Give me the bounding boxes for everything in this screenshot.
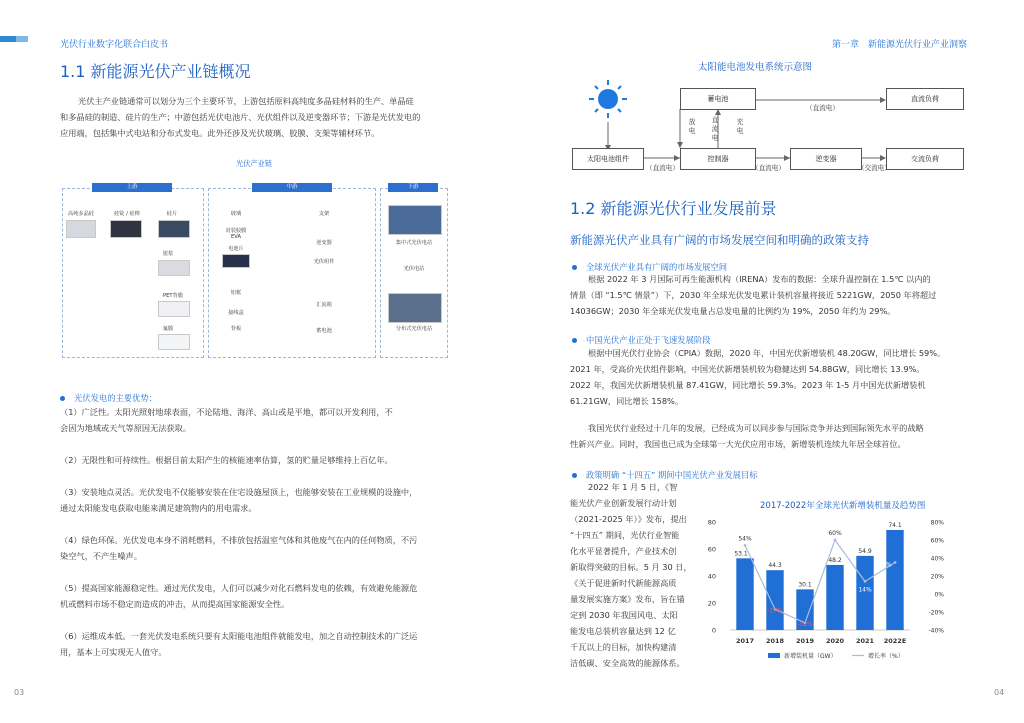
y-left-tick: 40 — [707, 572, 716, 581]
bar — [736, 558, 753, 630]
accent-bar-2 — [16, 36, 28, 42]
y-left-tick: 0 — [711, 626, 716, 635]
accent-bar — [0, 36, 16, 42]
x-tick-label: 2022E — [883, 637, 907, 645]
label-ac: （交流电） — [858, 164, 891, 172]
header-left: 光伏行业数字化联合白皮书 — [60, 40, 169, 50]
bar — [766, 570, 783, 630]
y-left-tick: 60 — [707, 545, 716, 554]
chain-item: 电池片 — [228, 246, 244, 252]
material-photo — [158, 334, 190, 350]
bullet-dot — [572, 473, 577, 478]
x-tick-label: 2019 — [795, 637, 815, 645]
stage-downstream: 下游 — [388, 183, 438, 192]
material-photo — [110, 220, 142, 238]
y-right-tick: 60% — [930, 537, 944, 545]
advantage-item: （4）绿色环保。光伏发电本身不消耗燃料，不排放包括温室气体和其他废气在内的任何物质，不污 染空气，不产生噪声。 — [60, 535, 418, 561]
section-title-1-2: 1.2 新能源光伏行业发展前景 — [570, 199, 777, 218]
y-right-tick: 0% — [934, 591, 944, 599]
material-photo — [222, 254, 250, 268]
y-right-tick: -20% — [928, 609, 944, 617]
growth-rate-point — [834, 539, 837, 542]
chain-item: 硅片 — [166, 211, 178, 217]
chain-item: 汇流箱 — [316, 302, 332, 308]
power-station-photo — [388, 205, 442, 235]
y-right-tick: 40% — [930, 555, 944, 563]
ac-load-box: 交流负荷 — [886, 148, 964, 170]
chain-item: 光伏电站 — [403, 266, 425, 272]
y-left-tick: 80 — [707, 518, 716, 527]
section-title-1-1: 1.1 新能源光伏产业链概况 — [60, 62, 251, 81]
chain-item: 封装胶膜 EVA — [225, 228, 247, 240]
material-photo — [66, 220, 96, 238]
y-right-tick: -40% — [928, 627, 944, 635]
chain-item: 光伏组件 — [313, 259, 335, 265]
advantage-item: （2）无限性和可持续性。根据目前太阳产生的核能速率估算，氢的贮量足够维持上百亿年。 — [60, 455, 393, 465]
chain-item: 硅锭 / 硅棒 — [114, 211, 140, 217]
solar-panel-box: 太阳电池组件 — [572, 148, 644, 170]
bar-value-label: 30.1 — [798, 581, 812, 589]
bar-value-label: 74.1 — [888, 521, 902, 529]
x-tick-label: 2020 — [825, 637, 845, 645]
chain-title: 光伏产业链 — [236, 159, 272, 168]
legend-label: 新增装机量（GW） — [784, 653, 837, 660]
subsection-heading: 中国光伏产业正处于飞速发展阶段 — [572, 334, 710, 346]
subsection-heading: 政策明确 “十四五” 期间中国光伏产业发展目标 — [572, 469, 758, 481]
bullet-dot — [572, 265, 577, 270]
advantage-item: （1）广泛性。太阳光照射地球表面，不论陆地、海洋、高山或是平地，都可以开发利用，不 会因为地域或天气等原因无法获取。 — [60, 407, 393, 433]
header-right: 第一章 新能源光伏行业产业洞察 — [832, 40, 968, 50]
y-right-tick: 20% — [930, 573, 944, 581]
bar-value-label: 54.9 — [858, 547, 872, 555]
page-number-left: 03 — [14, 688, 25, 697]
growth-rate-point — [864, 580, 867, 583]
growth-rate-label: 14% — [858, 586, 872, 594]
growth-rate-label: -17% — [767, 607, 783, 615]
chain-item: 玻璃 — [230, 211, 242, 217]
advantages-list — [60, 404, 460, 660]
label-discharge: 放电 — [688, 118, 696, 135]
bar-value-label: 44.3 — [768, 562, 782, 570]
chain-item: 高纯多晶硅 — [68, 211, 94, 217]
material-photo — [158, 260, 190, 276]
advantage-item: （3）安装地点灵活。光伏发电不仅能够安装在住宅设施屋顶上，也能够安装在工业规模的设施中， 通过太阳能发电获取电能来满足建筑物内的用电需求。 — [60, 487, 418, 513]
section-subtitle: 新能源光伏产业具有广阔的市场发展空间和明确的政策支持 — [570, 233, 869, 247]
bullet-dot — [572, 338, 577, 343]
intro-paragraph — [60, 93, 460, 141]
label-charge: 充电 — [736, 118, 744, 135]
diagram-title: 太阳能电池发电系统示意图 — [698, 62, 813, 73]
bar-value-label: 48.2 — [828, 556, 842, 564]
material-photo — [158, 220, 190, 238]
intro-line: 应用端，包括集中式电站和分布式发电。此外还涉及光伏玻璃、胶膜、支架等辅材环节。 — [60, 128, 380, 138]
growth-rate-label: -32% — [797, 620, 813, 628]
intro-line: 光伏主产业链通常可以划分为三个主要环节，上游包括原料高纯度多晶硅材料的生产、单晶硅 — [78, 96, 414, 106]
dc-load-box: 直流负荷 — [886, 88, 964, 110]
supply-chain-figure — [62, 183, 448, 359]
material-photo — [158, 301, 190, 317]
x-tick-label: 2018 — [765, 637, 785, 645]
x-tick-label: 2017 — [735, 637, 755, 645]
chain-item: PET背膜 — [163, 293, 183, 299]
installation-chart — [704, 514, 974, 670]
label-dc-top: （直流电） — [806, 104, 839, 112]
intro-line: 和多晶硅的制造、硅片的生产；中游包括光伏电池片、光伏组件以及逆变器环节；下游是光伏发电的 — [60, 112, 421, 122]
bullet-dot — [60, 396, 65, 401]
label-dc-2: （直流电） — [752, 164, 785, 172]
chain-item: 氟膜 — [162, 326, 174, 332]
growth-rate-point — [744, 544, 747, 547]
power-station-photo — [388, 293, 442, 323]
paragraph: 我国光伏行业经过十几年的发展，已经成为可以同步参与国际竞争并达到国际领先水平的战略 性新兴产业。同时，我国也已成为全球第一大光伏应用市场，新增装机连续九年居全球首位。 — [570, 423, 924, 449]
chain-item: 银浆 — [162, 251, 174, 257]
chain-item: 铝框 — [230, 290, 242, 296]
growth-rate-label: 35% — [878, 561, 892, 569]
sun-icon — [589, 80, 627, 118]
growth-rate-label: 60% — [828, 530, 842, 537]
paragraph: 2022 年 1 月 5 日，《智 能光伏产业创新发展行动计划 （2021-2025 年）》发布，提出 “十四五” 期间，光伏行业智能 化水平显著提升，产业技术创 新取得突破的目标。5 月 30 日， 《关于促进新时代新能源高质 量发展实施方案》发布，旨在锚 定到 2030 年我国风电、太阳 能发电总装机容量达到 12 亿 千瓦以上的目标，加快构建清 洁低碳、安全高效的能源体系。 — [570, 482, 692, 668]
page-number-right: 04 — [994, 688, 1005, 697]
advantages-heading: 光伏发电的主要优势： — [60, 392, 157, 404]
growth-rate-point — [894, 561, 897, 564]
chain-item: 分布式光伏电站 — [395, 326, 433, 332]
battery-box: 蓄电池 — [680, 88, 756, 110]
chain-item: 集中式光伏电站 — [395, 240, 433, 246]
bar-value-label: 53.1 — [734, 550, 748, 558]
chain-item: 接线盒 — [228, 310, 244, 316]
paragraph: 根据 2022 年 3 月国际可再生能源机构（IRENA）发布的数据：全球升温控制在 1.5℃ 以内的 情景（即 “1.5℃ 情景”）下，2030 年全球光伏发电累计装机容量将接近 5221GW，2050 年将超过 14036GW；2030 年全球光伏发电量占总发电量的比例约为 19%，2050 年约为 29%。 — [570, 274, 937, 316]
bar — [886, 530, 903, 630]
inverter-box: 逆变器 — [790, 148, 862, 170]
chart-title: 2017-2022年全球光伏新增装机量及趋势图 — [760, 501, 926, 511]
label-dc-vertical: 直流电 — [711, 116, 719, 142]
advantage-item: （6）运维成本低。一套光伏发电系统只要有太阳能电池组件就能发电，加之自动控制技术的广泛运 用，基本上可实现无人值守。 — [60, 631, 418, 657]
chain-item: 蓄电池 — [316, 328, 332, 334]
y-right-tick: 80% — [930, 519, 944, 527]
subsection-heading: 全球光伏产业具有广阔的市场发展空间 — [572, 261, 727, 273]
stage-midstream: 中游 — [252, 183, 332, 192]
legend-label: 增长率（%） — [868, 653, 904, 660]
growth-rate-label: 54% — [738, 535, 752, 543]
bar — [826, 565, 843, 630]
legend-swatch-bars — [768, 653, 780, 658]
chain-item: 背板 — [230, 326, 242, 332]
stage-upstream: 上游 — [92, 183, 172, 192]
chain-item: 支架 — [318, 211, 330, 217]
paragraph: 根据中国光伏行业协会（CPIA）数据，2020 年，中国光伏新增装机 48.20GW，同比增长 59%。 2021 年，受高价光伏组件影响，中国光伏新增装机较为稳健达到 54.88GW，同比增长 13.9%。 2022 年，我国光伏新增装机量 87.41GW，同比增长 59.3%。2023 年 1-5 月中国光伏新增装机 61.21GW，同比增长 158%。 — [570, 348, 946, 406]
chain-item: 逆变器 — [316, 240, 332, 246]
y-left-tick: 20 — [707, 599, 716, 608]
label-dc-1: （直流电） — [646, 164, 679, 172]
advantage-item: （5）提高国家能源稳定性。通过光伏发电，人们可以减少对化石燃料发电的依赖，有效避免能源危 机或燃料市场不稳定而造成的冲击，从而提高国家能源安全性。 — [60, 583, 418, 609]
controller-box: 控制器 — [680, 148, 756, 170]
x-tick-label: 2021 — [855, 637, 875, 645]
